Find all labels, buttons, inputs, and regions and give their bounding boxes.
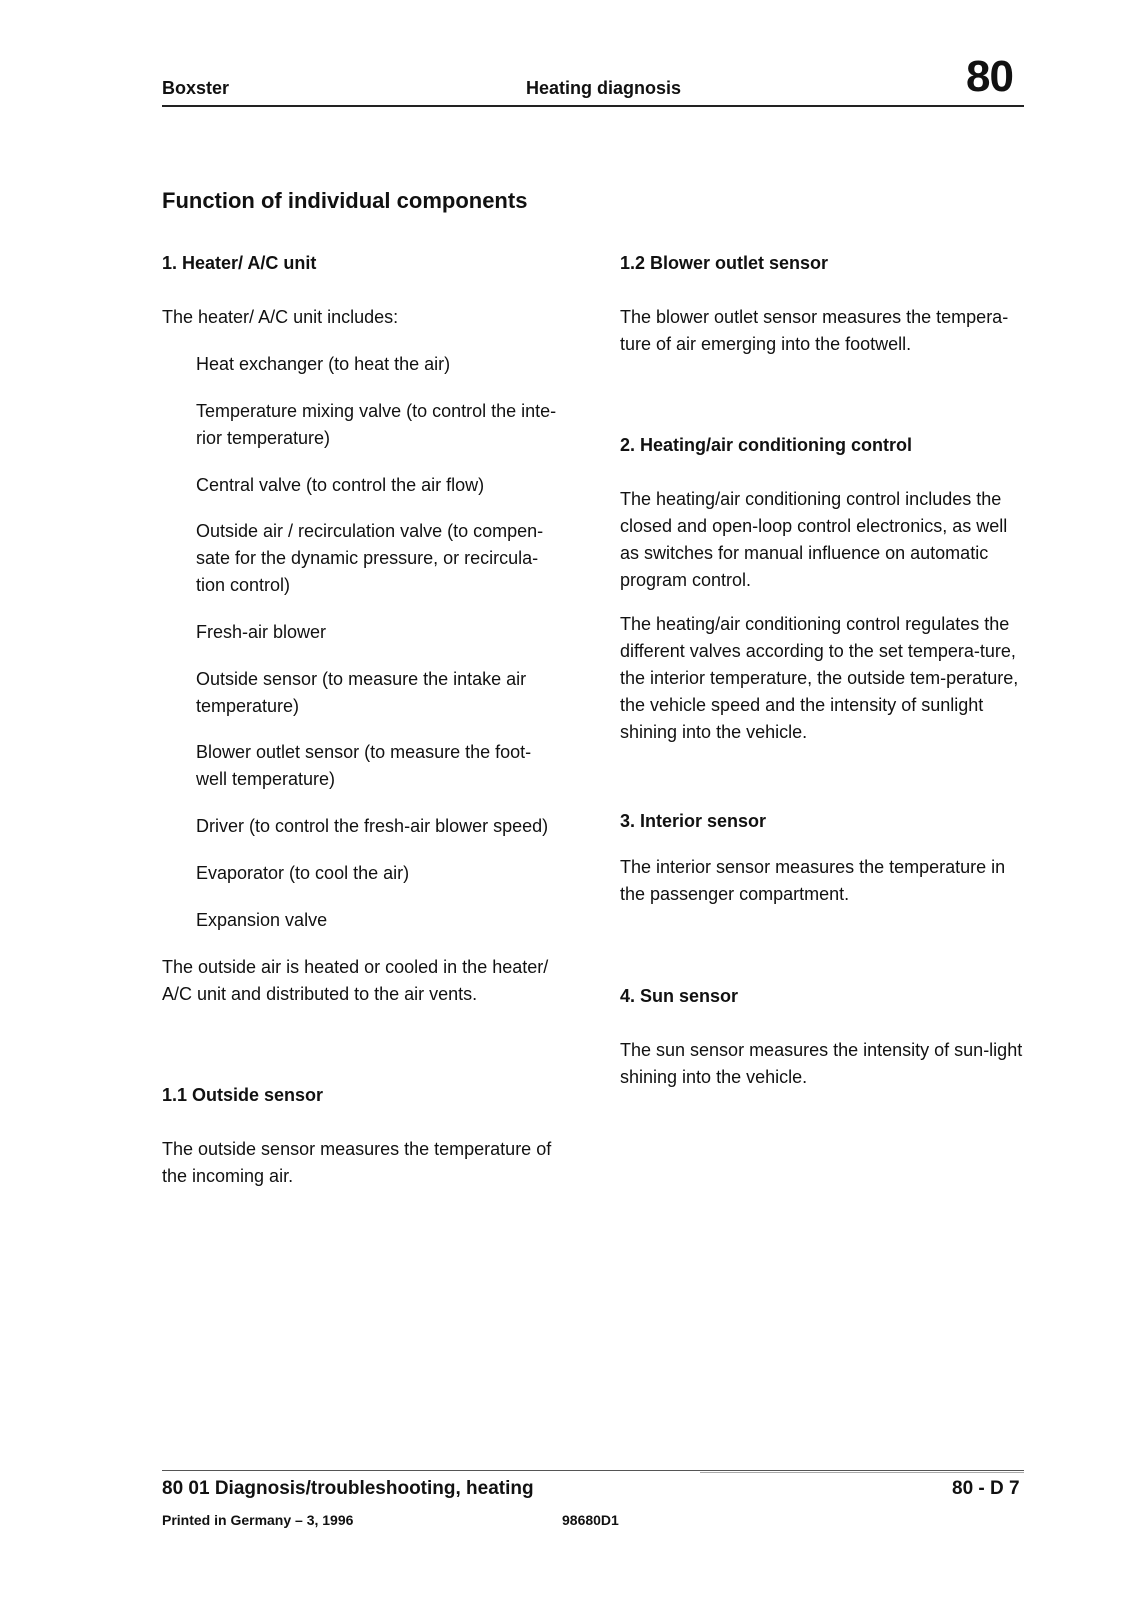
- heading-blower-outlet-sensor: 1.2 Blower outlet sensor: [620, 253, 829, 273]
- component-item: Central valve (to control the air flow): [196, 475, 485, 495]
- heading-heater-ac-unit: 1. Heater/ A/C unit: [162, 253, 317, 273]
- header-section-number: 80: [966, 52, 1013, 101]
- footer-document-title: 80 01 Diagnosis/troubleshooting, heating: [162, 1478, 534, 1499]
- blower-outlet-text: The blower outlet sensor measures the tempera-ture of air emerging into the footwell.: [620, 307, 1009, 354]
- component-item: Outside air / recirculation valve (to compen-sate for the dynamic pressure, or recircula-tion control): [196, 521, 544, 595]
- component-item: Blower outlet sensor (to measure the foot-well temperature): [196, 742, 532, 789]
- footer-divider-secondary: [700, 1472, 1024, 1473]
- footer-page-number: 80 - D 7: [952, 1478, 1020, 1499]
- header-model: Boxster: [162, 78, 230, 98]
- header-divider: [162, 105, 1024, 107]
- heading-outside-sensor: 1.1 Outside sensor: [162, 1085, 324, 1105]
- component-item: Driver (to control the fresh-air blower speed): [196, 816, 549, 836]
- footer-divider: [162, 1470, 1024, 1471]
- heading-hvac-control: 2. Heating/air conditioning control: [620, 435, 913, 455]
- heater-closing-paragraph: The outside air is heated or cooled in the heater/ A/C unit and distributed to the air vents.: [162, 957, 549, 1004]
- component-item: Temperature mixing valve (to control the inte-rior temperature): [196, 401, 557, 448]
- interior-sensor-text: The interior sensor measures the temperature in the passenger compartment.: [620, 857, 1006, 904]
- footer-document-code: 98680D1: [562, 1512, 619, 1528]
- hvac-control-text-2: The heating/air conditioning control regulates the different valves according to the set tempera-ture, the interior temperature, the outside tem-perature, the vehicle speed and the intensity of sunlight shining into the vehicle.: [620, 614, 1019, 742]
- heater-intro: The heater/ A/C unit includes:: [162, 307, 399, 327]
- component-item: Heat exchanger (to heat the air): [196, 354, 451, 374]
- sun-sensor-text: The sun sensor measures the intensity of sun-light shining into the vehicle.: [620, 1040, 1023, 1087]
- page-title: Function of individual components: [162, 188, 528, 213]
- component-item: Evaporator (to cool the air): [196, 863, 410, 883]
- heading-interior-sensor: 3. Interior sensor: [620, 811, 767, 831]
- component-item: Outside sensor (to measure the intake air temperature): [196, 669, 527, 716]
- component-item: Expansion valve: [196, 910, 328, 930]
- component-item: Fresh-air blower: [196, 622, 327, 642]
- outside-sensor-text: The outside sensor measures the temperature of the incoming air.: [162, 1139, 552, 1186]
- header-topic: Heating diagnosis: [526, 78, 682, 98]
- heading-sun-sensor: 4. Sun sensor: [620, 986, 739, 1006]
- footer-print-info: Printed in Germany – 3, 1996: [162, 1512, 354, 1528]
- hvac-control-text-1: The heating/air conditioning control includes the closed and open-loop control electronics, as well as switches for manual influence on automatic program control.: [620, 489, 1008, 590]
